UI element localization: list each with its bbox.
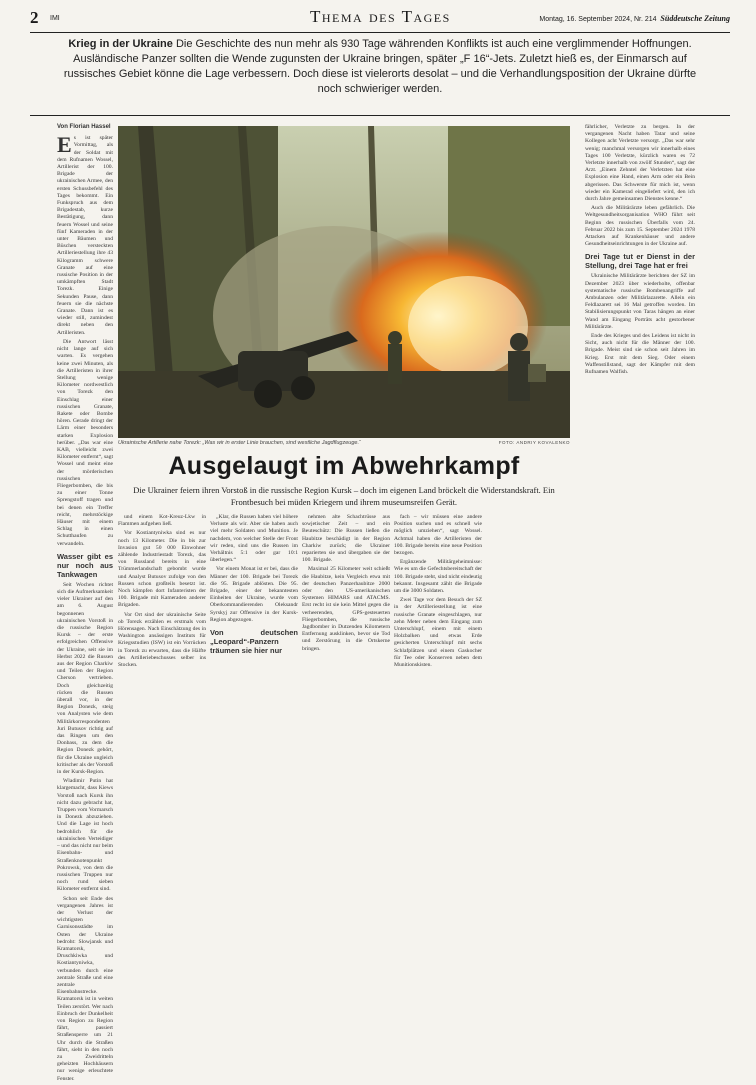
article-column-3	[210, 514, 298, 658]
article-paragraph: Vor Kostiantyniwka sind es nur noch 13 Kilometer. Die in bis zur Invasion gut 50 000 Einwohner zählende Industriestadt Torezk, das von Russland bereits in eine Trümmerlandschaft gebombt wurde und Analyst Butusov zufolge von den Russen schon großteils besetzt ist. Noch kämpfen dort Infanteristen der 100. Brigade mit Kameraden anderer Brigaden.	[118, 530, 206, 609]
subhead: Wasser gibt es nur noch aus Tankwagen	[57, 551, 113, 579]
lead-kicker: Krieg in der Ukraine	[68, 38, 173, 50]
article-paragraph: nehmen alte Schachtrüsse aus sowjetischer Zeit – und ein Beuteschütz: Die Russen ließen die Haubitze beschädigt in der Region Charkiw zurück; die Ukrainer reparierten sie und übergaben sie der 100. Brigade.	[302, 514, 390, 564]
article-paragraph: Die Antwort lässt nicht lange auf sich warten. Es vergehen keine zwei Minuten, als die Artilleristen in ihrer Stellung wenige Kilometer nordwestlich von Torezk den Einschlag einer russischen Granate, Rakete oder Bombe hören. Gerade dringt der Lärm einer besonders starken Explosion herüber. „Das war eine KAB, vielleicht zwei Kilometer entfernt“, sagt Wossel und meint eine der mörderischen russischen Fliegerbomben, die bis zu einer Tonne Sprengstoff tragen und bei denen ein Treffer reicht, mehrstöckige Häuser mit einem Schlag in einen Schutthaufen zu verwandeln.	[57, 338, 113, 547]
lead-rule	[30, 115, 730, 116]
issue-date: Montag, 16. September 2024, Nr. 214	[539, 16, 657, 23]
caption-text: Ukrainische Artillerie nahe Torezk: „Was wir in erster Linie brauchen, sind westliche Jagdflugzeuge.“	[118, 440, 361, 446]
article-column-5	[394, 514, 482, 671]
article-paragraph: Vor einem Monat ist er bei, dass die Männer der 100. Brigade bei Torezk die 95. Brigade ablösten. Die 95. Brigade, einer der bekanntesten Einheiten der Ukraine, wurde vom Oberkommandierenden Oleksandr Syrskyj zur Offensive in der Kursk-Region abgezogen.	[210, 566, 298, 623]
article-paragraph: Seit Wochen richtet sich die Aufmerksamkeit vieler Ukrainer auf den am 6. August begonnenen ukrainischen Vorstoß in die russische Region Kursk – der erste erfolgreichen Offensive der Ukraine, seit sie im Herbst 2022 die Russen aus der Region Charkiw und Teilen der Region Cherson vertrieben. Doch gleichzeitig rücken die Russen überall vor, in der Region Donezk, steig von Analysten wie dem Militärkorrespondenten Juri Butusov richtig auf das Ringen um den Donbass, zu dem die Region Donezk gehört, für die Ukraine ungleich kritischer als der Vorstoß in der Kursk-Region.	[57, 581, 113, 776]
article-paragraph: Schon seit Ende des vergangenen Jahres ist der Verlust der wichtigsten Garnisonsstädte im Osten der Ukraine bedroht: Slowjansk und Kramatorsk, Druschkiwka und Kostiantyniwka, verbunden durch eine zentrale Straße und eine zentrale Eisenbahnstrecke. Kramatorsk ist in weiten Teilen zerstört. Wer nach Einbruch der Dunkelheit von Region zu Region fährt, passiert Straßensperre um 21 Uhr durch die Straßen fährt, sieht in den noch zu Zweidritteln geheizten Hochhäusern nur wenige erleuchtete Fenster.	[57, 895, 113, 1082]
article-paragraph: Ukrainische Militärärzte berichten der SZ im Dezember 2023 über wiederholte, offenbar systematische russische Bombenangriffe auf Ambulanzen oder Militärlazarette. Allein ein Feldlazarett sei 16 Mal getroffen worden. Im Stabilisierungspunkt von Taras hängen an einer Wand am Eingang Porträts acht gestorbener Militärärzte.	[585, 273, 695, 330]
article-paragraph: Auch die Militärärzte leben gefährlich. Die Weltgesundheitsorganisation WHO führt seit Beginn des russischen Überfalls vom 24. Februar 2022 bis zum 15. September 2024 1978 Attacken auf Krankenhäuser und andere Gesundheitseinrichtungen in der Ukraine auf.	[585, 205, 695, 248]
drop-cap: E	[57, 132, 72, 158]
article-paragraph: fährlicher, Verletzte zu bergen. In der vergangenen Nacht haben Tatar und seine Kollegen acht Verletzte versorgt. „Das war sehr wenig; manchmal versorgen wir innerhalb eines Tages 100 Verletzte, kürzlich waren es 72 Verletzte innerhalb von zwölf Stunden“, sagt der Arzt. „Einem Zehntel der Verletzten hat eine Explosion eine Hand, einen Arm oder ein Bein abgerissen. Das Schwerste für mich ist, wenn wieder ein Kamerad eingeliefert wird, den ich durch Jahre gemeinsamen Dienstes kenne.“	[585, 124, 695, 203]
subhead: Drei Tage tut er Dienst in der Stellung, drei Tage hat er frei	[585, 252, 695, 271]
subhead: Von deutschen „Leopard“-Panzern träumen sie hier nur	[210, 628, 298, 656]
article-paragraph: fach – wir müssen eine andere Position suchen und es schnell wie möglich umziehen“, sagt Wossel. Achtmal haben die Artilleristen der 100. Brigade bereits eine neue Position bezogen.	[394, 514, 482, 557]
article-paragraph: und einem Kot-Kreuz-Lkw in Flammen aufgehen ließ.	[118, 514, 206, 528]
article-paragraph: Es ist später Vormittag, als der Soldat mit dem Rufnamen Wossel, Artillerist der 100. Brigade der ukrainischen Armee, den ersten Schussbefehl des Tages bekommt. Ein Funkspruch aus dem Brigadestab, kurze Bestätigung, dann feuern Wossel und seine fünf Kameraden in der unter Bäumen und Büschen versteckten Artilleriestellung ihre 43 Kilogramm schwere Granate auf eine russische Position in der umkämpften Stadt Torezk. Einige Sekunden Pause, dann feuern sie die nächste Granate. Dann ist es wieder still, zumindest direkt neben den Artilleristen.	[57, 132, 113, 336]
photo-caption	[118, 440, 570, 446]
article-headline: Ausgelaugt im Abwehrkampf	[168, 452, 520, 480]
article-paragraph: Ergänzende Militärgeheimnisse: Wie es um die Gefechtsbereitschaft der 100. Brigade steht, sind nicht eindeutig bekannt. Insgesamt zählt die Brigade um die 3000 Soldaten.	[394, 559, 482, 595]
edition-label: IMI	[50, 15, 60, 22]
lead-paragraph	[60, 37, 700, 97]
paper-name: Süddeutsche Zeitung	[660, 14, 730, 23]
photo-credit: FOTO: ANDRIY KOVALENKO	[498, 440, 570, 445]
article-paragraph: Vor Ort sind der ukrainische Seite ob Torezk erzählen es erstmals vom Hörensagen. Nach Einschätzung des in Washington ansässigen Instituts für Kriegsstudien (ISW) ist ein Vorrücken in Torezk zu erwarten, dass die Hälfte des Artilleriebeschusses selber ins Stocken.	[118, 611, 206, 669]
article-paragraph: „Klar, die Russen haben viel höhere Verluste als wir. Aber sie haben auch viel mehr Soldaten und Munition. Je nachdem, von welcher Stelle der Front wir reden, sind uns die Russen im Verhältnis 5:1 oder gar 10:1 überlegen.“	[210, 514, 298, 564]
article-paragraph: Zwei Tage vor dem Besuch der SZ in der Artilleriestellung ist eine russische Granate eingeschlagen, nur zehn Meter neben dem Eingang zum Unterschlupf, einem mit einem Holzbalken und etwas Erde gesicherten Unterschlupf mit sechs Schlafplätzen und einem Gaskocher für Tee oder Konserven neben dem Munitionskisten.	[394, 597, 482, 669]
header-rule	[30, 32, 730, 33]
article-column-6	[585, 124, 695, 378]
article-subtitle: Die Ukrainer feiern ihren Vorstoß in die russische Region Kursk – doch im eigenen Land bröckelt die Widerstandskraft. Ein Frontbesuch bei müden Kriegern und ihrem museumsreifen Gerät.	[133, 485, 555, 507]
page-header	[30, 6, 730, 30]
dateline	[539, 14, 730, 23]
article-paragraph: Wladimir Putin hat klargemacht, dass Kiews Vorstoß nach Kursk ihn nicht dazu gebracht hat, Truppen vom Vormarsch in Donezk abzuziehen. Und die Lage ist hoch bedrohlich für die ukrainischen Verteidiger – und das nicht nur beim Eisenbahn- und Straßenknotenpunkt Pokrowsk, von dem die russischen Truppen nur noch rund sieben Kilometer entfernt sind.	[57, 778, 113, 893]
article-column-2	[118, 514, 206, 671]
article-paragraph: Ende des Krieges und des Leidens ist nicht in Sicht, auch nicht für die Männer der 100. Brigade. Meist sind sie schon seit Jahren im Krieg. Erst mit dem Sieg. Oder einem Waffenstillstand, sagt der Kämpfer mit dem Rufnamen Walfish.	[585, 333, 695, 376]
article-column-4	[302, 514, 390, 655]
article-paragraph: Maximal 25 Kilometer weit schießt die Haubitze, kein Vergleich etwa mit der deutschen Panzerhaubitze 2000 oder den US-amerikanischen Systemen HIMARS und ATACMS. Erst recht ist sie kein Mittel gegen die verheerenden, GPS-gesteuerten Fliegerbomben, die russische Jagdbomber in Dutzenden Kilometern Entfernung ausklinken, bevor sie Tod und Zerstörung in die Ortskerne bringen.	[302, 566, 390, 652]
artillery-photo-illustration	[118, 126, 570, 438]
byline: Von Florian Hassel	[57, 124, 111, 130]
page-number: 2	[30, 8, 39, 27]
article-column-1	[57, 124, 113, 1085]
section-title: Thema des Tages	[310, 7, 451, 26]
article-photo	[118, 126, 570, 438]
lead-text: Die Geschichte des nun mehr als 930 Tage währenden Konflikts ist auch eine verglimmender Hoffnungen. Ausländische Panzer sollten die Wende zugunsten der Ukraine bringen, später „F 16“-Jets. Zuletzt hieß es, der Einmarsch auf russisches Gebiet könne die Lage verbessern. Doch diese ist vielerorts desolat – und die Verhandlungsposition der Ukraine dürfte noch schwieriger werden.	[63, 38, 697, 95]
